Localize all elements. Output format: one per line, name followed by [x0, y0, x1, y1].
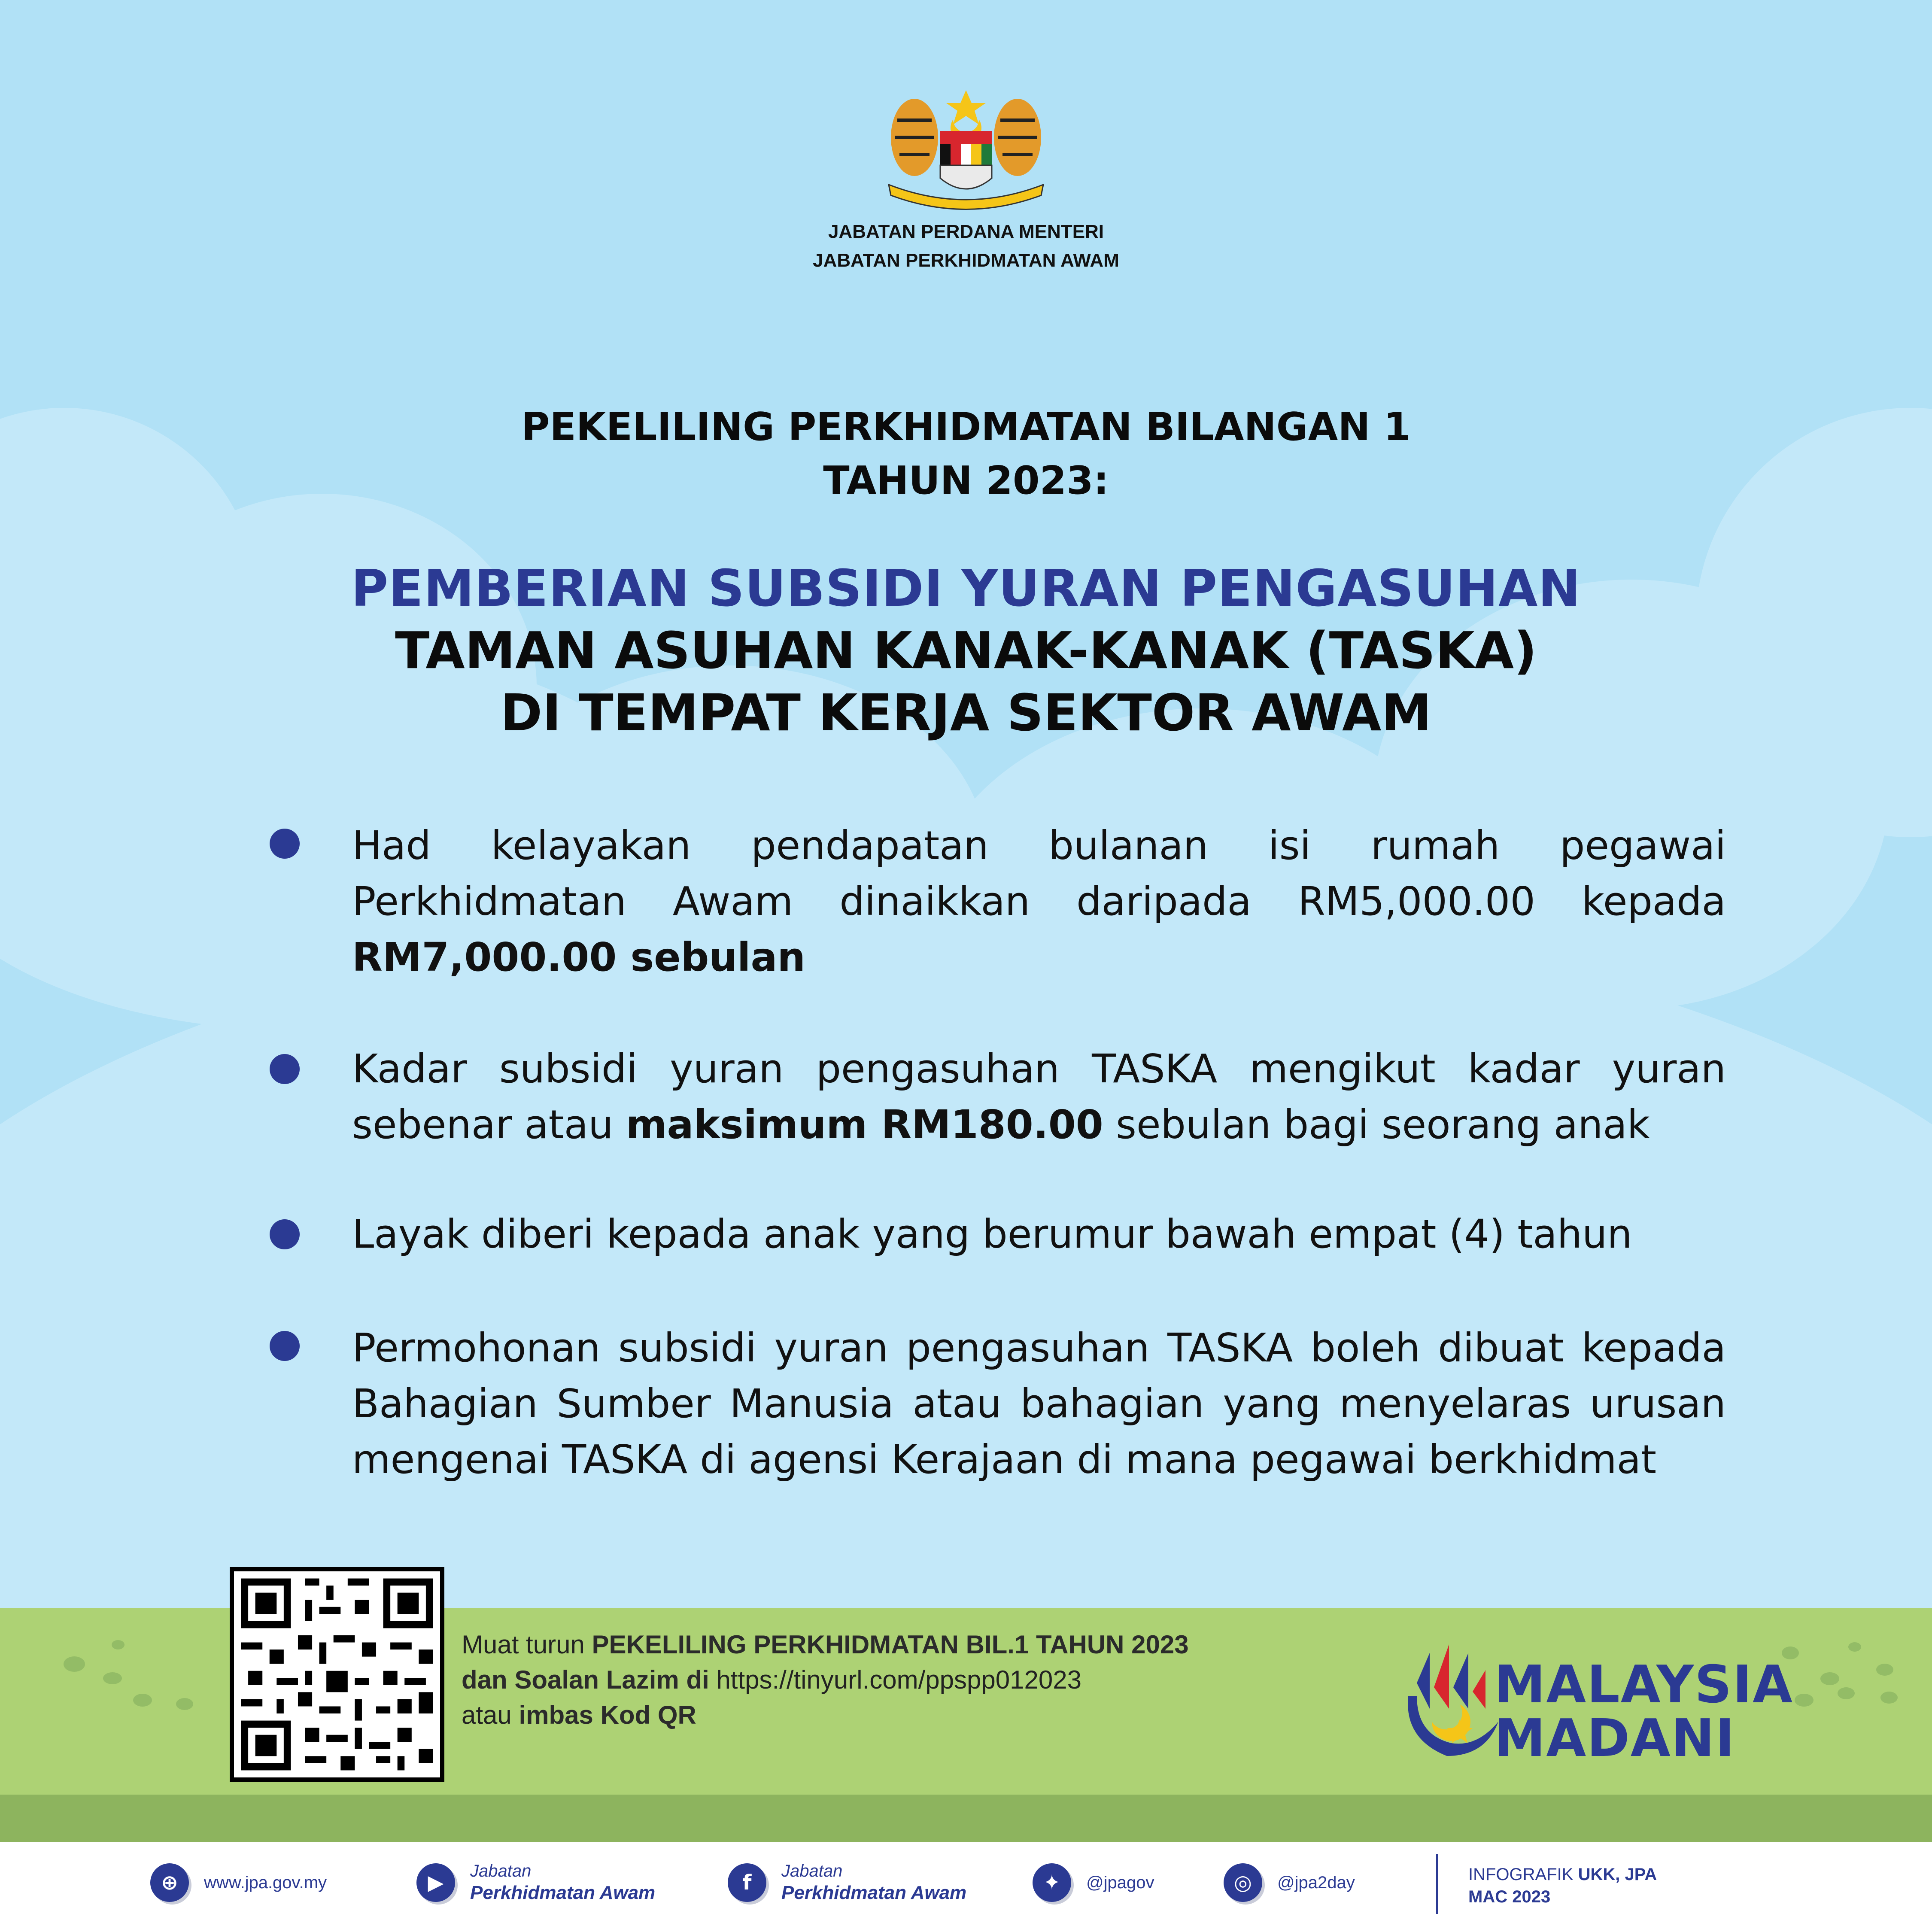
youtube-icon: ▶ [416, 1863, 455, 1902]
ministry-line-1: JABATAN PERDANA MENTERI [828, 221, 1104, 242]
bullet-item-2: Kadar subsidi yuran pengasuhan TASKA mengikut kadar yuran sebenar atau maksimum RM180.00 sebulan bagi seorang anak [352, 1046, 1726, 1148]
ministry-line-2: JABATAN PERKHIDMATAN AWAM [813, 250, 1119, 271]
grass-dot [103, 1672, 122, 1684]
infographic-credit [1468, 1863, 1657, 1908]
bullet-item-3: Layak diberi kepada anak yang berumur bawah empat (4) tahun [352, 1211, 1632, 1257]
grass-dot [1795, 1694, 1814, 1707]
bullet-item-1: Had kelayakan pendapatan bulanan isi rumah pegawai Perkhidmatan Awam dinaikkan daripada RM5,000.00 kepada RM7,000.00 sebulan [352, 823, 1726, 980]
grass-dot [1820, 1672, 1839, 1685]
twitter-icon: ✦ [1033, 1863, 1071, 1902]
instagram-icon: ◎ [1224, 1863, 1262, 1902]
circular-title-line-2: TAHUN 2023: [823, 458, 1109, 503]
qr-code[interactable] [234, 1571, 440, 1777]
jata-negara-crest-icon [884, 86, 1048, 210]
grass-dot [1880, 1692, 1898, 1704]
main-title-line-2: TAMAN ASUHAN KANAK-KANAK (TASKA) [395, 621, 1537, 680]
footer-twitter[interactable] [1033, 1863, 1204, 1911]
bullet-dot [270, 1219, 300, 1249]
grass-dot [64, 1656, 85, 1672]
credit-line-1: INFOGRAFIK UKK, JPA [1468, 1865, 1657, 1884]
main-title-line-3: DI TEMPAT KERJA SEKTOR AWAM [500, 683, 1432, 742]
instagram-handle: @jpa2day [1277, 1873, 1355, 1892]
grass-band-dark [0, 1795, 1932, 1842]
website-text: www.jpa.gov.my [204, 1873, 327, 1892]
grass-dot [1876, 1664, 1893, 1676]
credit-line-2: MAC 2023 [1468, 1887, 1551, 1906]
youtube-line-1: Jabatan [470, 1862, 532, 1880]
download-line-1: Muat turun PEKELILING PERKHIDMATAN BIL.1 TAHUN 2023 [462, 1630, 1189, 1659]
footer-website[interactable] [150, 1863, 374, 1911]
download-instructions [462, 1627, 1277, 1733]
grass-dot [133, 1694, 152, 1707]
bullet-dot [270, 1331, 300, 1361]
circular-title-line-1: PEKELILING PERKHIDMATAN BILANGAN 1 [521, 404, 1411, 450]
brand-line-1: MALAYSIA [1494, 1655, 1793, 1715]
footer-facebook[interactable] [728, 1863, 994, 1911]
bullet-item-4: Permohonan subsidi yuran pengasuhan TASKA boleh dibuat kepada Bahagian Sumber Manusia atau bahagian yang menyelaras urusan mengenai TASKA di agensi Kerajaan di mana pegawai berkhidmat [352, 1325, 1726, 1482]
footer-divider [1436, 1854, 1438, 1914]
facebook-line-2: Perkhidmatan Awam [781, 1882, 967, 1903]
download-line-3: atau imbas Kod QR [462, 1701, 696, 1729]
grass-dot [176, 1698, 193, 1710]
bullet-dot [270, 1054, 300, 1084]
download-line-2: dan Soalan Lazim di https://tinyurl.com/ppspp012023 [462, 1665, 1081, 1694]
youtube-line-2: Perkhidmatan Awam [470, 1882, 656, 1903]
grass-dot [1838, 1687, 1855, 1699]
footer-instagram[interactable] [1224, 1863, 1404, 1911]
qr-code-pattern [234, 1571, 440, 1777]
facebook-line-1: Jabatan [781, 1862, 843, 1880]
bullet-dot [270, 829, 300, 859]
brand-line-2: MADANI [1494, 1709, 1735, 1768]
download-link[interactable]: https://tinyurl.com/ppspp012023 [716, 1665, 1081, 1694]
facebook-icon: f [728, 1863, 766, 1902]
globe-icon: ⊕ [150, 1863, 189, 1902]
main-title-line-1: PEMBERIAN SUBSIDI YURAN PENGASUHAN [351, 559, 1581, 618]
grass-dot [1848, 1642, 1861, 1652]
grass-dot [112, 1640, 125, 1649]
twitter-handle: @jpagov [1086, 1873, 1154, 1892]
malaysia-madani-logo-icon [1400, 1640, 1503, 1760]
footer-youtube[interactable] [416, 1863, 683, 1911]
